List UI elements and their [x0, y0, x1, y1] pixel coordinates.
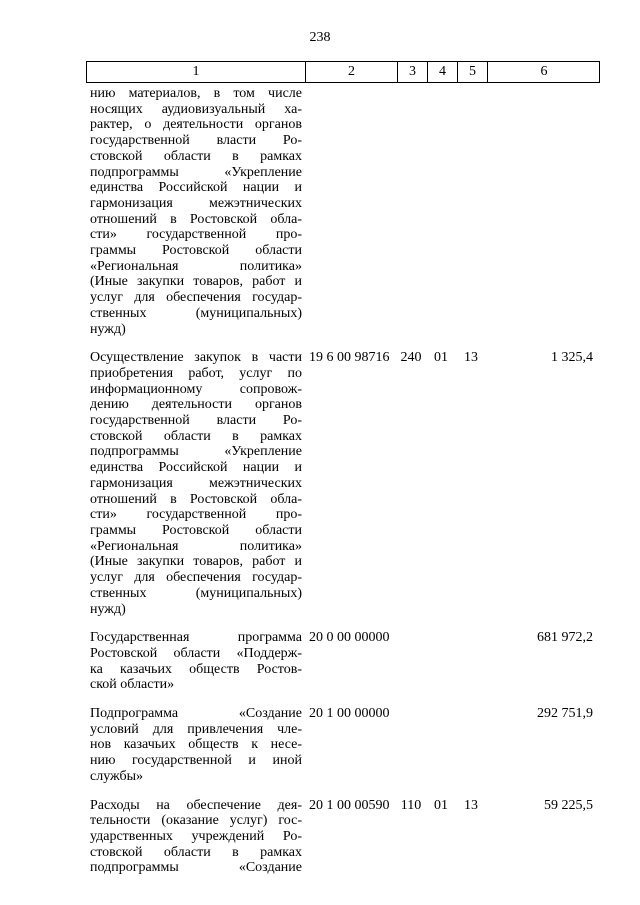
description-line: (Иные закупки товаров, работ и: [90, 554, 302, 570]
description-line: Осуществление закупок в части: [90, 350, 302, 366]
description-line: нию материалов, в том числе: [90, 86, 302, 101]
row-amount: 681 972,2: [537, 630, 593, 646]
row-section: 01: [434, 350, 448, 366]
description-line: отношений в Ростовской обла-: [90, 211, 302, 227]
row-subsection: 13: [464, 350, 478, 366]
table-row: [86, 86, 600, 337]
description-line: ской области»: [90, 677, 175, 693]
row-section: 01: [434, 797, 448, 813]
header-col-4: 4: [427, 62, 457, 82]
row-expense-type: [396, 86, 426, 337]
page-number: 238: [309, 30, 331, 45]
description-line: граммы Ростовской области: [90, 522, 302, 538]
row-description: [86, 86, 304, 337]
description-line: Государственная программа: [90, 630, 302, 646]
description-line: ственных (муниципальных): [90, 305, 302, 321]
row-description: [86, 798, 304, 877]
row-subsection: 13: [464, 797, 478, 813]
description-line: ударственных учреждений Ро-: [90, 828, 302, 844]
table-body: [86, 86, 600, 889]
description-line: услуг для обеспечения государ-: [90, 290, 302, 306]
description-line: ка казачьих обществ Ростов-: [90, 661, 302, 677]
header-col-1: 1: [192, 64, 200, 79]
description-line: гармонизация межэтнических: [90, 195, 302, 211]
description-line: ственных (муниципальных): [90, 585, 302, 601]
description-line: нужд): [90, 601, 126, 617]
row-code: 20 1 00 00000: [309, 706, 390, 722]
table-row: [86, 630, 600, 693]
row-subsection: [456, 706, 486, 785]
description-line: (Иные закупки товаров, работ и: [90, 274, 302, 290]
header-col-2: 2: [305, 62, 397, 82]
row-section: [426, 86, 456, 337]
description-line: Расходы на обеспечение дея-: [90, 797, 302, 813]
row-expense-type: [396, 706, 426, 785]
description-line: подпрограммы «Укрепление: [90, 444, 302, 460]
row-subsection: [456, 86, 486, 337]
row-code: 19 6 00 98716: [309, 350, 390, 366]
row-code: 20 0 00 00000: [309, 630, 390, 646]
row-description: [86, 630, 304, 693]
row-section: [426, 630, 456, 693]
description-line: тельности (оказание услуг) гос-: [90, 813, 302, 829]
description-line: «Региональная политика»: [90, 258, 302, 274]
row-subsection: [456, 630, 486, 693]
table-row: [86, 706, 600, 785]
description-line: информационному сопровож-: [90, 381, 302, 397]
description-line: единства Российской нации и: [90, 460, 302, 476]
row-amount: 292 751,9: [537, 706, 593, 722]
row-expense-type: [396, 630, 426, 693]
row-amount: 59 225,5: [544, 797, 593, 813]
description-line: нов казачьих обществ к несе-: [90, 737, 302, 753]
description-line: подпрограммы «Создание: [90, 860, 302, 876]
row-amount: [486, 86, 599, 337]
description-line: рактер, о деятельности органов: [90, 117, 302, 133]
description-line: носящих аудиовизуальный ха-: [90, 101, 302, 117]
description-line: услуг для обеспечения государ-: [90, 570, 302, 586]
description-line: стовской области в рамках: [90, 428, 302, 444]
row-code: 20 1 00 00590: [309, 797, 390, 813]
table-row: [86, 798, 600, 877]
description-line: подпрограммы «Укрепление: [90, 164, 302, 180]
header-col-3: 3: [397, 62, 427, 82]
description-line: отношений в Ростовской обла-: [90, 491, 302, 507]
row-description: [86, 706, 304, 785]
row-code: [304, 86, 396, 337]
description-line: Подпрограмма «Создание: [90, 706, 302, 722]
description-line: дению деятельности органов: [90, 397, 302, 413]
row-section: [426, 706, 456, 785]
description-line: службы»: [90, 768, 144, 784]
description-line: государственной власти Ро-: [90, 413, 302, 429]
row-expense-type: 110: [400, 797, 422, 813]
description-line: стовской области в рамках: [90, 844, 302, 860]
header-col-6: 6: [487, 62, 600, 82]
description-line: единства Российской нации и: [90, 180, 302, 196]
description-line: «Региональная политика»: [90, 538, 302, 554]
description-line: гармонизация межэтнических: [90, 475, 302, 491]
description-line: граммы Ростовской области: [90, 243, 302, 259]
table-row: [86, 350, 600, 617]
row-description: [86, 350, 304, 617]
header-col-5: 5: [457, 62, 487, 82]
description-line: стовской области в рамках: [90, 148, 302, 164]
description-line: нию государственной и иной: [90, 753, 302, 769]
table-header: [86, 61, 600, 83]
row-amount: 1 325,4: [551, 350, 593, 366]
description-line: Ростовской области «Поддерж-: [90, 645, 302, 661]
description-line: условий для привлечения чле-: [90, 721, 302, 737]
description-line: сти» государственной про-: [90, 227, 302, 243]
description-line: государственной власти Ро-: [90, 133, 302, 149]
description-line: нужд): [90, 321, 126, 337]
description-line: приобретения работ, услуг по: [90, 365, 302, 381]
description-line: сти» государственной про-: [90, 507, 302, 523]
row-expense-type: 240: [400, 350, 422, 366]
